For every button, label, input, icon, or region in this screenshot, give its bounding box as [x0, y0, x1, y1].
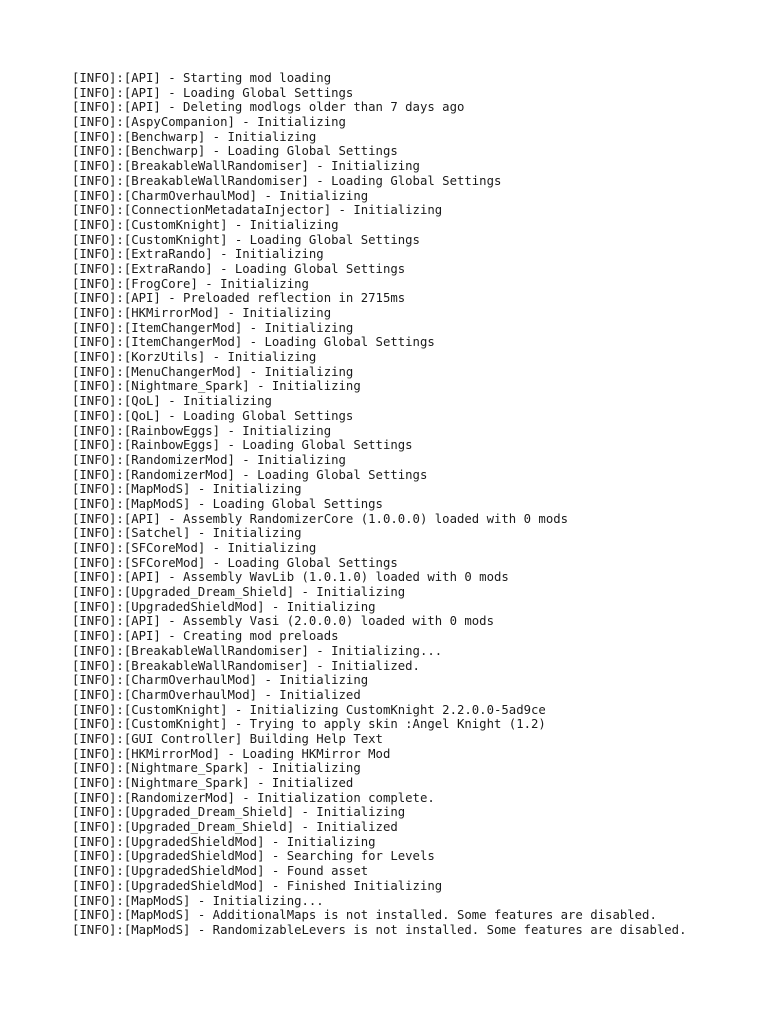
log-line: [INFO]:[UpgradedShieldMod] - Finished Initializing — [72, 878, 443, 893]
log-line: [INFO]:[ItemChangerMod] - Loading Global Settings — [72, 335, 435, 350]
log-line: [INFO]:[UpgradedShieldMod] - Initializing — [72, 599, 376, 614]
log-line: [INFO]:[QoL] - Loading Global Settings — [72, 408, 354, 423]
log-line: [INFO]:[AspyCompanion] - Initializing — [72, 115, 346, 130]
log-line: [INFO]:[RandomizerMod] - Initializing — [72, 452, 346, 467]
log-line: [INFO]:[UpgradedShieldMod] - Initializing — [72, 834, 376, 849]
log-line: [INFO]:[Upgraded_Dream_Shield] - Initializing — [72, 805, 406, 820]
log-line: [INFO]:[MenuChangerMod] - Initializing — [72, 364, 354, 379]
log-line: [INFO]:[ConnectionMetadataInjector] - Initializing — [72, 203, 443, 218]
log-line: [INFO]:[SFCoreMod] - Initializing — [72, 541, 317, 555]
log-line: [INFO]:[Nightmare_Spark] - Initializing — [72, 379, 361, 394]
log-line: [INFO]:[FrogCore] - Initializing — [72, 276, 309, 291]
log-line: [INFO]:[MapModS] - Initializing — [72, 482, 302, 497]
log-line: [INFO]:[API] - Starting mod loading — [72, 71, 332, 85]
log-line: [INFO]:[API] - Creating mod preloads — [72, 629, 339, 644]
log-line: [INFO]:[QoL] - Initializing — [72, 394, 272, 409]
log-line: [INFO]:[RainbowEggs] - Loading Global Settings — [72, 438, 413, 453]
log-line: [INFO]:[CharmOverhaulMod] - Initialized — [72, 687, 361, 702]
log-line: [INFO]:[API] - Assembly Vasi (2.0.0.0) loaded with 0 mods — [72, 614, 494, 629]
log-line: [INFO]:[Upgraded_Dream_Shield] - Initializing — [72, 585, 406, 600]
log-line: [INFO]:[BreakableWallRandomiser] - Initializing... — [72, 643, 443, 658]
log-line: [INFO]:[Nightmare_Spark] - Initializing — [72, 761, 361, 776]
log-line: [INFO]:[Benchwarp] - Loading Global Settings — [72, 144, 398, 159]
log-line: [INFO]:[CustomKnight] - Initializing CustomKnight 2.2.0.0-5ad9ce — [72, 702, 546, 717]
log-line: [INFO]:[API] - Assembly RandomizerCore (1.0.0.0) loaded with 0 mods — [72, 511, 569, 526]
log-line: [INFO]:[SFCoreMod] - Loading Global Settings — [72, 555, 398, 570]
log-line: [INFO]:[BreakableWallRandomiser] - Initialized. — [72, 658, 420, 673]
log-line: [INFO]:[Nightmare_Spark] - Initialized — [72, 776, 354, 790]
log-line: [INFO]:[CustomKnight] - Loading Global Settings — [72, 232, 420, 247]
log-line: [INFO]:[BreakableWallRandomiser] - Loading Global Settings — [72, 173, 502, 188]
log-line: [INFO]:[ExtraRando] - Initializing — [72, 247, 324, 262]
log-line: [INFO]:[HKMirrorMod] - Initializing — [72, 306, 332, 320]
log-line: [INFO]:[API] - Loading Global Settings — [72, 85, 354, 100]
log-line: [INFO]:[CharmOverhaulMod] - Initializing — [72, 673, 369, 688]
log-text-block — [72, 71, 752, 938]
log-line: [INFO]:[MapModS] - AdditionalMaps is not installed. Some features are disabled. — [72, 908, 657, 923]
log-line: [INFO]:[MapModS] - Loading Global Settings — [72, 496, 383, 511]
log-line: [INFO]:[Benchwarp] - Initializing — [72, 129, 317, 144]
log-line: [INFO]:[RandomizerMod] - Initialization complete. — [72, 790, 435, 805]
log-line: [INFO]:[KorzUtils] - Initializing — [72, 350, 317, 365]
log-line: [INFO]:[Upgraded_Dream_Shield] - Initialized — [72, 820, 398, 835]
log-line: [INFO]:[CustomKnight] - Initializing — [72, 217, 339, 232]
log-line: [INFO]:[ExtraRando] - Loading Global Settings — [72, 261, 406, 276]
log-line: [INFO]:[HKMirrorMod] - Loading HKMirror Mod — [72, 746, 391, 761]
log-line: [INFO]:[CharmOverhaulMod] - Initializing — [72, 188, 369, 203]
log-line: [INFO]:[API] - Preloaded reflection in 2715ms — [72, 291, 406, 306]
log-line: [INFO]:[ItemChangerMod] - Initializing — [72, 320, 354, 335]
log-line: [INFO]:[CustomKnight] - Trying to apply skin :Angel Knight (1.2) — [72, 717, 546, 732]
log-line: [INFO]:[MapModS] - RandomizableLevers is not installed. Some features are disabled. — [72, 922, 687, 937]
log-line: [INFO]:[Satchel] - Initializing — [72, 526, 302, 541]
log-line: [INFO]:[API] - Deleting modlogs older than 7 days ago — [72, 100, 465, 115]
log-line: [INFO]:[RandomizerMod] - Loading Global Settings — [72, 467, 428, 482]
log-line: [INFO]:[UpgradedShieldMod] - Found asset — [72, 864, 369, 879]
log-line: [INFO]:[GUI Controller] Building Help Text — [72, 731, 383, 746]
log-line: [INFO]:[RainbowEggs] - Initializing — [72, 423, 332, 438]
log-line: [INFO]:[API] - Assembly WavLib (1.0.1.0) loaded with 0 mods — [72, 570, 509, 585]
log-line: [INFO]:[MapModS] - Initializing... — [72, 893, 324, 908]
log-line: [INFO]:[BreakableWallRandomiser] - Initializing — [72, 159, 420, 174]
log-line: [INFO]:[UpgradedShieldMod] - Searching for Levels — [72, 849, 435, 864]
